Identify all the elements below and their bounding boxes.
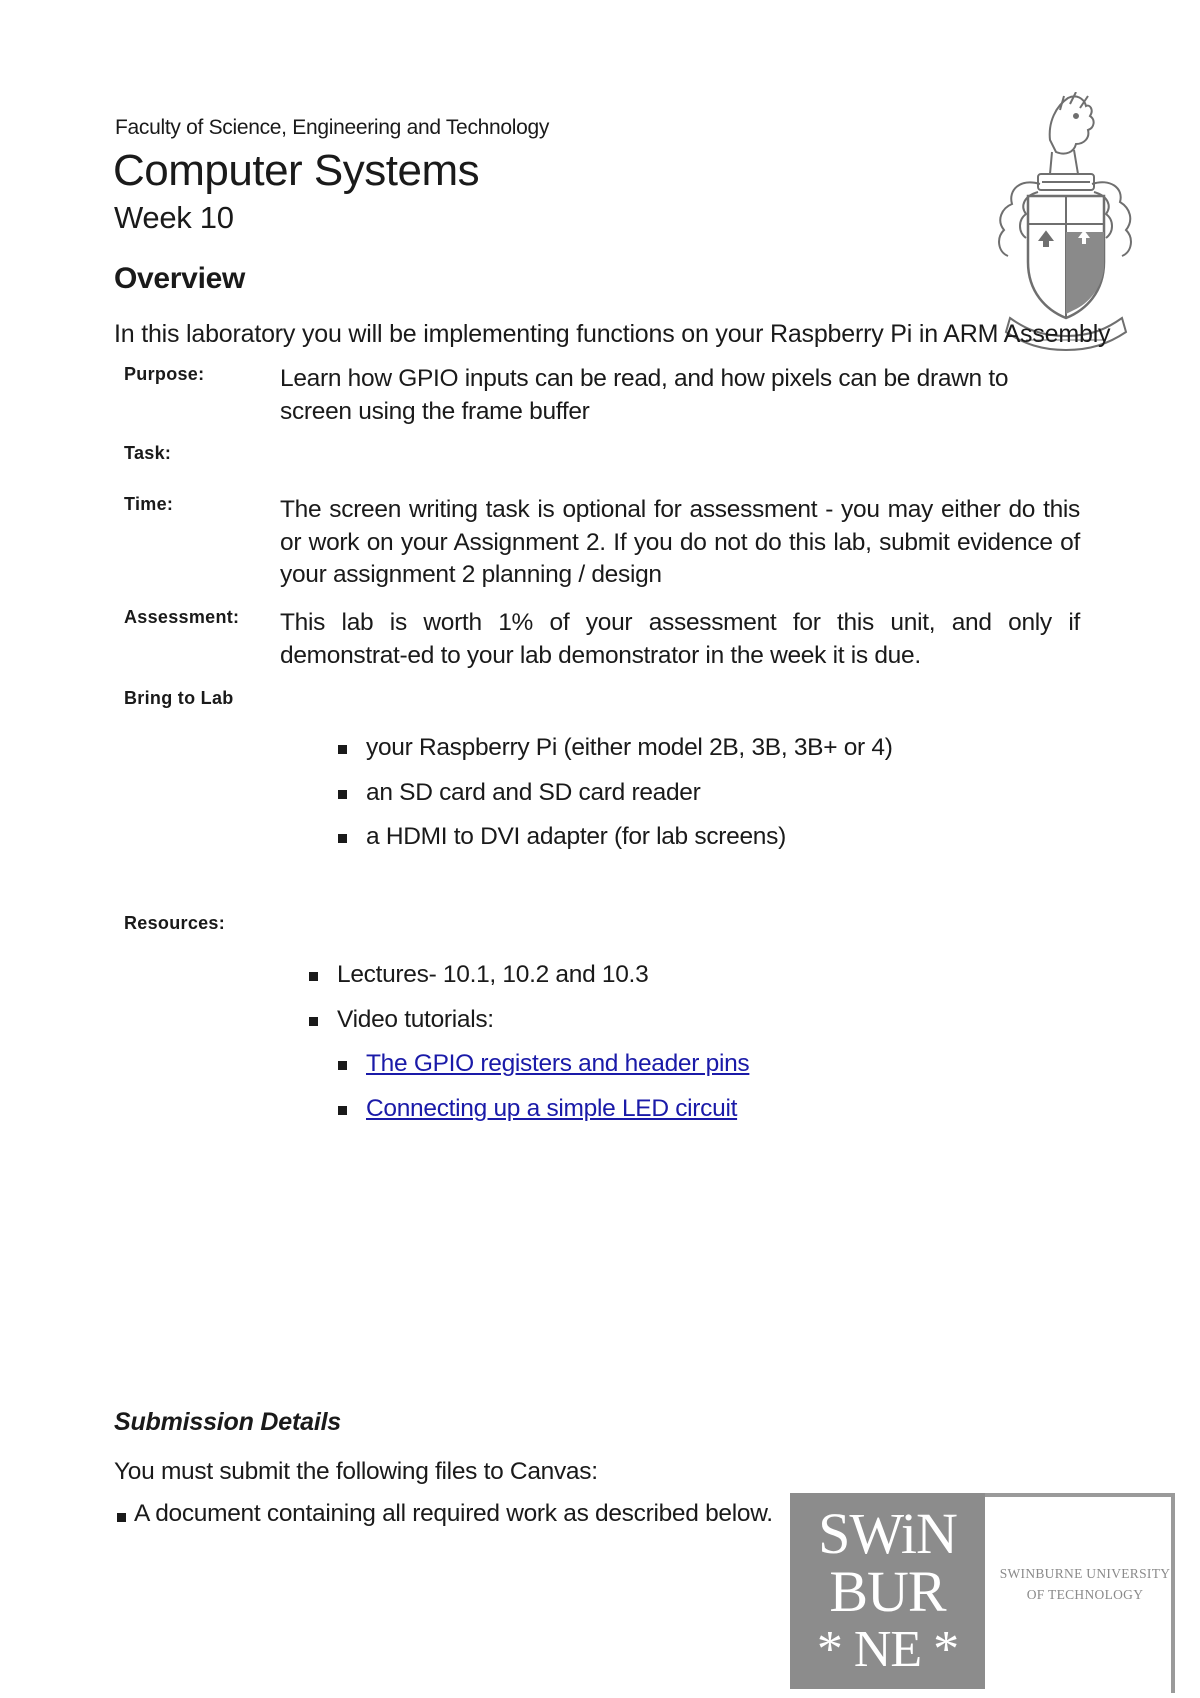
bring-to-lab-label: Bring to Lab bbox=[124, 688, 234, 708]
submission-heading: Submission Details bbox=[114, 1408, 342, 1436]
week-label: Week 10 bbox=[114, 200, 234, 235]
assessment-label: Assessment: bbox=[124, 607, 240, 627]
university-name: SWINBURNE UNIVERSITY OF TECHNOLOGY bbox=[999, 1566, 1171, 1602]
purpose-text: Learn how GPIO inputs can be read, and how pixels can be drawn to screen using the frame buffer bbox=[280, 365, 1009, 425]
bullet-icon bbox=[117, 1513, 126, 1522]
overview-heading: Overview bbox=[114, 262, 246, 295]
time-label: Time: bbox=[124, 494, 174, 514]
logo-line: BUR bbox=[829, 1559, 946, 1624]
bring-to-lab-list bbox=[366, 733, 1126, 867]
video-tutorials-list bbox=[366, 1049, 1126, 1138]
list-item: Lectures- 10.1, 10.2 and 10.3 bbox=[337, 960, 1127, 1005]
bullet-icon bbox=[338, 1106, 347, 1115]
resources-label: Resources: bbox=[124, 913, 226, 933]
list-item: a HDMI to DVI adapter (for lab screens) bbox=[366, 822, 1126, 867]
bullet-icon bbox=[338, 1061, 347, 1070]
bullet-icon bbox=[309, 972, 318, 981]
list-item bbox=[366, 1094, 1126, 1139]
list-item: an SD card and SD card reader bbox=[366, 778, 1126, 823]
time-text: The screen writing task is optional for assessment - you may either do this or work on your Assignment 2. If you do not do this lab, submit evidence of your assignment 2 planning / design bbox=[280, 496, 1080, 588]
task-label: Task: bbox=[124, 443, 172, 463]
bullet-icon bbox=[338, 745, 347, 754]
faculty-name: Faculty of Science, Engineering and Technology bbox=[115, 116, 550, 139]
university-crest-icon bbox=[990, 92, 1135, 354]
bullet-icon bbox=[338, 834, 347, 843]
bullet-icon bbox=[338, 790, 347, 799]
submission-text: You must submit the following files to Canvas: bbox=[114, 1458, 598, 1485]
swinburne-logo bbox=[790, 1493, 985, 1689]
list-item: your Raspberry Pi (either model 2B, 3B, 3B+ or 4) bbox=[366, 733, 1126, 778]
course-title: Computer Systems bbox=[113, 146, 480, 195]
purpose-label: Purpose: bbox=[124, 364, 205, 384]
assessment-text: This lab is worth 1% of your assessment for this unit, and only if demonstrat-ed to your lab demonstrator in the week it is due. bbox=[280, 609, 1080, 669]
logo-line: SWiN bbox=[818, 1501, 957, 1566]
submission-item: A document containing all required work as described below. bbox=[134, 1500, 773, 1527]
led-circuit-link[interactable]: Connecting up a simple LED circuit bbox=[366, 1094, 738, 1122]
logo-line: * NE * bbox=[816, 1621, 959, 1678]
list-item: Video tutorials: bbox=[337, 1005, 1127, 1050]
gpio-registers-link[interactable]: The GPIO registers and header pins bbox=[366, 1050, 750, 1077]
resources-list bbox=[337, 960, 1127, 1049]
bullet-icon bbox=[309, 1017, 318, 1026]
list-item bbox=[366, 1049, 1126, 1094]
overview-intro: In this laboratory you will be implementing functions on your Raspberry Pi in ARM Assembly bbox=[114, 320, 1111, 348]
